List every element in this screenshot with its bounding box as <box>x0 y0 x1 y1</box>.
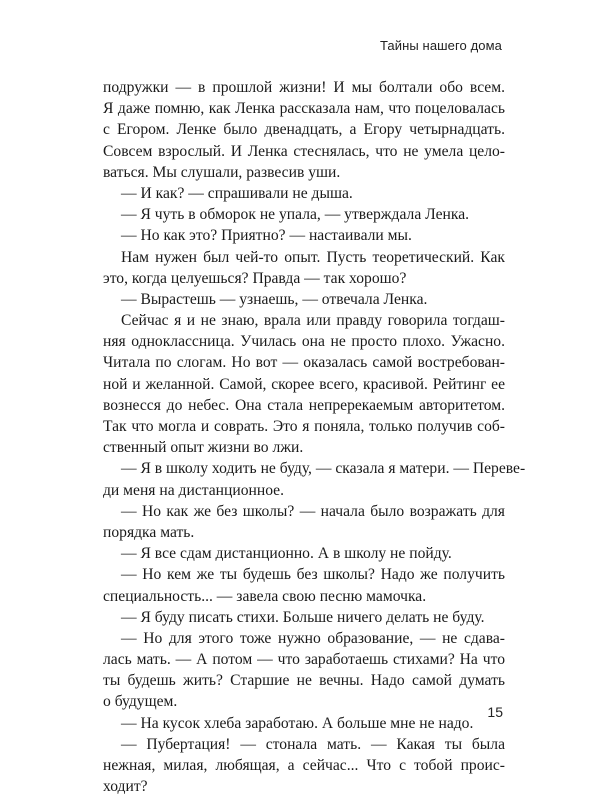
text-line: — Но как это? Приятно? — настаивали мы. <box>121 227 412 245</box>
text-line: ваться. Мы слушали, развесив уши. <box>103 163 341 181</box>
text-line: — Я все сдам дистанционно. А в школу не пойду. <box>121 545 452 563</box>
text-line: о будущем. <box>103 693 178 711</box>
text-line: — Я буду писать стихи. Больше ничего делать не буду. <box>121 608 485 626</box>
text-line: — И как? — спрашивали не дыша. <box>121 184 353 202</box>
text-line: Я даже помню, как Ленка рассказала нам, что поцеловалась <box>103 100 505 118</box>
text-line: Нам нужен был чей-то опыт. Пусть теоретический. Как <box>121 248 505 266</box>
text-line: Совсем взрослый. И Ленка стеснялась, что не умела цело- <box>103 142 505 160</box>
text-line: нежная, милая, любящая, а сейчас... Что с тобой проис- <box>103 757 505 774</box>
text-line: — Я в школу ходить не буду, — сказала я матери. — Переве- <box>121 460 526 478</box>
text-line: — На кусок хлеба заработаю. А больше мне не надо. <box>121 714 474 732</box>
text-line: — Но для этого тоже нужно образование, — не сдава- <box>121 629 505 647</box>
text-line: — Но кем же ты будешь без школы? Надо же получить <box>121 566 505 584</box>
text-line: — Но как же без школы? — начала было возражать для <box>121 502 505 520</box>
page-number: 15 <box>487 704 503 720</box>
text-line: Так что могла и соврать. Это я поняла, только получив соб- <box>103 418 505 435</box>
text-line: ди меня на дистанционное. <box>103 481 285 499</box>
text-line: это, когда целуешься? Правда — так хорошо? <box>103 269 407 287</box>
text-line: — Пубертация! — стонала мать. — Какая ты была <box>121 735 505 753</box>
text-line: вознесся до небес. Она стала непререкаемым авторитетом. <box>103 396 505 414</box>
text-line: ственный опыт жизни во лжи. <box>103 439 304 457</box>
text-line: подружки — в прошлой жизни! И мы болтали обо всем. <box>103 79 505 96</box>
text-line: Сейчас я и не знаю, врала или правду говорила тогдаш- <box>121 312 505 330</box>
text-line: ходит? <box>103 778 148 796</box>
text-line: — Вырастешь — узнаешь, — отвечала Ленка. <box>121 290 428 308</box>
text-line: лась мать. — А потом — что заработаешь стихами? На что <box>103 651 505 669</box>
body-text <box>103 77 526 797</box>
running-head-title: Тайны нашего дома <box>379 38 502 53</box>
text-line: ной и желанной. Самой, скорее всего, красивой. Рейтинг ее <box>103 375 505 393</box>
text-line: порядка мать. <box>103 523 195 541</box>
text-line: ты будешь жить? Старшие не вечны. Надо самой думать <box>103 672 505 690</box>
text-line: няя одноклассница. Училась она не просто плохо. Ужасно. <box>103 333 505 351</box>
text-line: с Егором. Ленке было двенадцать, а Егору четырнадцать. <box>103 121 505 139</box>
text-line: специальность... — завела свою песню мамочка. <box>103 587 427 605</box>
text-line: — Я чуть в обморок не упала, — утверждала Ленка. <box>121 206 470 224</box>
text-line: Читала по слогам. Но вот — оказалась самой востребован- <box>103 354 505 372</box>
